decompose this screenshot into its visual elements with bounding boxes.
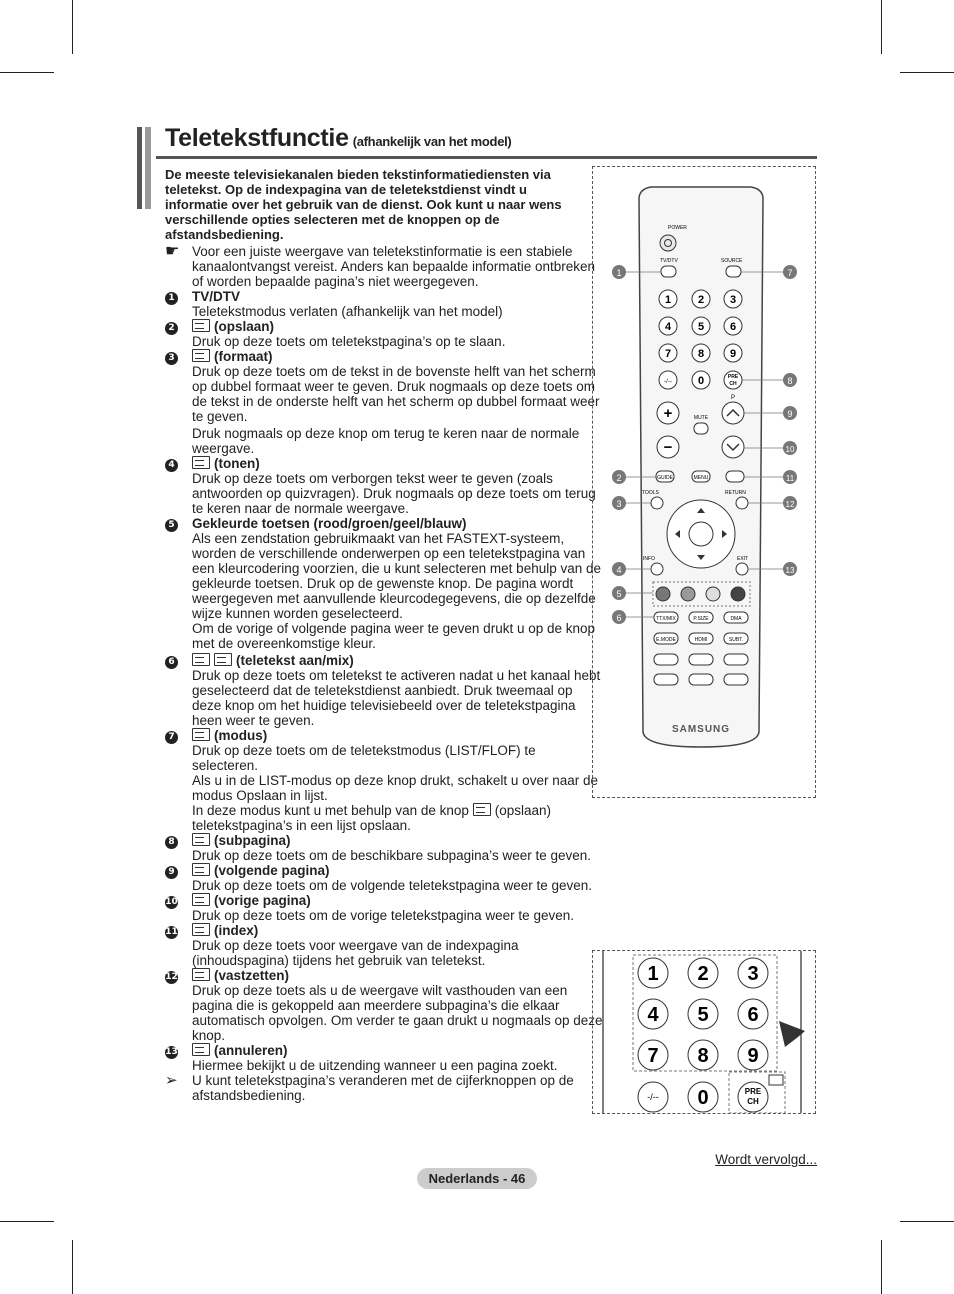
index-button (726, 471, 744, 482)
page-title: Teletekstfunctie (afhankelijk van het model) (165, 124, 512, 152)
item-text: Druk op deze toets om teletekst te activeren nadat u het kanaal hebt geselecteerd dat de teletekstdienst aanbiedt. Druk tweemaal op deze knop om het huidige televisiebeeld over de teletekstpagina heen weer te geven. (192, 668, 601, 728)
yellow-button (706, 587, 720, 601)
emode-label: E.MODE (656, 637, 676, 643)
callout: 5 (616, 589, 622, 599)
play-button (689, 674, 713, 685)
list-item (165, 349, 605, 456)
digit-3: 3 (747, 963, 759, 985)
callout: 12 (785, 500, 795, 509)
list-item (165, 1043, 605, 1073)
minus-icon: − (663, 439, 673, 456)
page-subtitle: (afhankelijk van het model) (352, 134, 512, 149)
item-text: Druk op deze toets als u de weergave wilt vasthouden van een pagina die is gekoppeld aan meerdere subpagina’s die elkaar automatisch opvolgen. Om verder te gaan drukt u nogmaals op deze knop. (192, 983, 603, 1043)
mute-button (694, 423, 708, 434)
info-label: INFO (643, 556, 655, 562)
item-title: (opslaan) (214, 319, 275, 334)
blue-button (731, 587, 745, 601)
plus-icon: + (663, 405, 673, 422)
guide-label: GUIDE (657, 475, 673, 481)
exit-label: EXIT (737, 556, 749, 562)
callout: 13 (785, 566, 795, 575)
tip: ➢ U kunt teletekstpagina’s veranderen met de cijferknoppen op de afstandsbediening. (165, 1072, 574, 1103)
save-icon (473, 803, 491, 816)
item-number: 11 (165, 927, 178, 937)
item-text: Druk op deze toets om de volgende teletekstpagina weer te geven. (192, 878, 593, 893)
power-label: POWER (668, 225, 687, 231)
closeup-digits (638, 958, 785, 1113)
item-number: 13 (165, 1047, 178, 1057)
crop-mark (72, 0, 73, 54)
digit-1: 1 (664, 294, 672, 306)
item-title: (vorige pagina) (214, 893, 311, 908)
item-text: Als u in de LIST-modus op deze knop drukt, schakelt u over naar de modus Opslaan in lijst. (192, 773, 598, 803)
remote-illustration (592, 166, 816, 798)
callout: 7 (787, 268, 793, 278)
digit-7: 7 (664, 348, 672, 360)
title-accent-bar (145, 127, 151, 209)
item-text: Druk op deze toets om teletekstpagina’s op te slaan. (192, 334, 506, 349)
callout: 9 (787, 409, 793, 419)
content-column (165, 244, 605, 1103)
item-title: (teletekst aan/mix) (236, 653, 354, 668)
subt-label: SUBT. (728, 637, 744, 643)
hdmi-label: HDMI (694, 637, 708, 643)
keypad-closeup (592, 950, 816, 1114)
item-number: 9 (165, 866, 178, 879)
list-item (165, 833, 605, 863)
digit-3: 3 (729, 294, 737, 306)
list-item (165, 456, 605, 516)
crop-mark (0, 1221, 54, 1222)
digit-0: 0 (697, 1087, 709, 1109)
callout: 1 (616, 268, 622, 278)
callout: 8 (787, 376, 793, 386)
crop-mark (881, 1240, 882, 1294)
return-label: RETURN (725, 490, 746, 496)
source-button (726, 266, 741, 277)
power-button (660, 235, 676, 251)
item-text: (opslaan) teletekstpagina’s in een lijst opslaan. (192, 803, 551, 833)
item-number: 3 (165, 352, 178, 365)
item-number: 10 (165, 897, 178, 907)
mute-label: MUTE (693, 415, 709, 421)
item-title: (index) (214, 923, 259, 938)
list-item (165, 728, 605, 833)
digit-6: 6 (729, 321, 737, 333)
left-callouts (612, 265, 626, 624)
index-icon (192, 923, 210, 936)
mode-icon (192, 728, 210, 741)
item-number: 2 (165, 322, 178, 335)
list-item (165, 516, 605, 651)
item-text: Druk nogmaals op deze knop om terug te keren naar de normale weergave. (192, 426, 580, 456)
channel-up-button (722, 402, 744, 424)
callout: 3 (616, 499, 622, 509)
tools-label: TOOLS (642, 490, 659, 496)
callout: 11 (785, 474, 795, 483)
rewind-button (654, 654, 678, 665)
digit-5: 5 (697, 321, 705, 333)
exit-button (736, 563, 748, 575)
title-rule (156, 156, 817, 159)
info-button (651, 563, 663, 575)
callout: 6 (616, 613, 622, 623)
digit-2: 2 (697, 294, 705, 306)
item-number: 4 (165, 459, 178, 472)
item-title: (modus) (214, 728, 268, 743)
item-title: (vastzetten) (214, 968, 290, 983)
ch-label: CH (729, 381, 737, 387)
item-text: Druk op deze toets om verborgen tekst weer te geven (zoals antwoorden op quizvragen). Druk nogmaals op deze toets om terug te keren naar de normale weergave. (192, 471, 596, 516)
hold-icon (192, 968, 210, 981)
teletext-on-icon (192, 653, 210, 666)
reveal-icon (192, 456, 210, 469)
channel-down-button (722, 436, 744, 458)
pre-label: PRE (744, 1087, 762, 1096)
digit-5: 5 (697, 1004, 709, 1026)
digit-4: 4 (647, 1004, 659, 1026)
brand-logo: SAMSUNG (671, 724, 731, 735)
dash-label: -/-- (647, 1092, 659, 1102)
item-title: TV/DTV (192, 289, 241, 304)
continued-link: Wordt vervolgd... (715, 1152, 817, 1167)
ch-label: CH (747, 1097, 759, 1106)
cancel-icon (192, 1043, 210, 1056)
item-text: Druk op deze toets om de tekst in de bovenste helft van het scherm op dubbel formaat weer te geven. Druk nogmaals op deze toets om de tekst in de onderste helft van het scherm op dubbel formaat weer te geven. (192, 364, 600, 424)
record-button (654, 674, 678, 685)
callout: 2 (616, 473, 622, 483)
subpage-icon (769, 1075, 783, 1085)
menu-label: MENU (693, 475, 709, 481)
fast-forward-button (724, 654, 748, 665)
right-callouts (783, 265, 797, 576)
title-accent-bar (137, 127, 142, 209)
save-icon (192, 319, 210, 332)
psize-label: P.SIZE (693, 616, 709, 622)
item-title: (formaat) (214, 349, 273, 364)
digit-1: 1 (647, 963, 659, 985)
item-title: (tonen) (214, 456, 260, 471)
item-number: 6 (165, 656, 178, 669)
item-title: (annuleren) (214, 1043, 288, 1058)
item-text: Als een zendstation gebruikmaakt van het FASTEXT-systeem, worden de verschillende onderwerpen op een teletekstpagina van een kleurcodering voorzien, die u kunt selecteren met behulp van de gekleurde toetsen. Druk op de gewenste knop. De pagina wordt weergegeven met aanvullende kleurcodegegevens, die op dezelfde wijze kunnen worden geselecteerd. (192, 531, 602, 621)
item-title: (subpagina) (214, 833, 291, 848)
crop-mark (900, 1221, 954, 1222)
item-text: Druk op deze toets om de teletekstmodus (LIST/FLOF) te selecteren. (192, 743, 536, 773)
item-text: Druk op deze toets voor weergave van de indexpagina (inhoudspagina) tijdens het gebruik van teletekst. (192, 938, 519, 968)
digit-9: 9 (729, 348, 737, 360)
crop-mark (0, 72, 54, 73)
item-text: Druk op deze toets om de beschikbare subpagina’s weer te geven. (192, 848, 591, 863)
item-number: 12 (165, 972, 178, 982)
size-icon (192, 349, 210, 362)
item-number: 1 (165, 292, 178, 305)
digit-2: 2 (697, 963, 709, 985)
digit-4: 4 (664, 321, 672, 333)
callout: 4 (616, 565, 622, 575)
previous-page-icon (192, 893, 210, 906)
pre-label: PRE (727, 374, 739, 380)
pointing-hand-icon: ☛ (165, 243, 180, 260)
digit-0: 0 (697, 375, 705, 387)
tvdtv-label: TV/DTV (660, 258, 678, 264)
return-button (736, 497, 748, 509)
item-text: Druk op deze toets om de vorige teletekstpagina weer te geven. (192, 908, 574, 923)
arrow-icon: ➢ (165, 1072, 178, 1089)
intro-paragraph: De meeste televisiekanalen bieden tekstinformatiediensten via teletekst. Op de indexpagina van de teletekstdienst vindt u informatie over het gebruik van de dienst. Ook kunt u naar wens verschillende opties selecteren met de knoppen op de afstandsbediening. (165, 167, 562, 242)
dma-label: DMA (730, 616, 742, 622)
digit-8: 8 (697, 348, 705, 360)
subpage-icon (192, 833, 210, 846)
stop-button (724, 674, 748, 685)
source-label: SOURCE (721, 258, 743, 264)
next-page-icon (192, 863, 210, 876)
tools-button (651, 497, 663, 509)
tvdtv-button (661, 266, 676, 277)
crop-mark (881, 0, 882, 54)
dash-label: -/-- (664, 379, 672, 385)
callout: 10 (785, 445, 795, 454)
list-item (165, 923, 605, 968)
keypad-closeup-drawing (593, 951, 815, 1113)
item-text: Om de vorige of volgende pagina weer te geven drukt u op de knop met de overeenkomstige kleur. (192, 621, 596, 651)
list-item (165, 863, 605, 893)
digit-8: 8 (697, 1045, 709, 1067)
list-item (165, 319, 605, 349)
item-number: 5 (165, 519, 178, 532)
item-text: In deze modus kunt u met behulp van de knop (192, 803, 469, 818)
list-item (165, 893, 605, 923)
list-item (165, 653, 605, 728)
remote-control (593, 167, 815, 797)
item-text: Hiermee bekijkt u de uitzending wanneer u een pagina zoekt. (192, 1058, 558, 1073)
crop-mark (72, 1240, 73, 1294)
crop-mark (900, 72, 954, 73)
item-number: 7 (165, 731, 178, 744)
p-label: P (730, 395, 736, 401)
item-title: (volgende pagina) (214, 863, 330, 878)
item-number: 8 (165, 836, 178, 849)
note: ☛ Voor een juiste weergave van teletekstinformatie is een stabiele kanaalontvangst vereist. Anders kan bepaalde informatie ontbreken of worden bepaalde pagina’s niet weergegeven. (165, 243, 596, 289)
pause-button (689, 654, 713, 665)
digit-7: 7 (647, 1045, 659, 1067)
digit-6: 6 (747, 1004, 759, 1026)
red-button (656, 587, 670, 601)
list-item (165, 289, 605, 319)
ttx-mix-label: TTX/MIX (656, 616, 676, 622)
list-item (165, 968, 605, 1043)
digit-9: 9 (747, 1045, 759, 1067)
mix-icon (214, 653, 232, 666)
page-footer: Nederlands - 46 (417, 1168, 537, 1189)
item-title: Gekleurde toetsen (rood/groen/geel/blauw) (192, 516, 467, 531)
enter-button (689, 522, 713, 546)
green-button (681, 587, 695, 601)
item-text: Teletekstmodus verlaten (afhankelijk van het model) (192, 304, 503, 319)
